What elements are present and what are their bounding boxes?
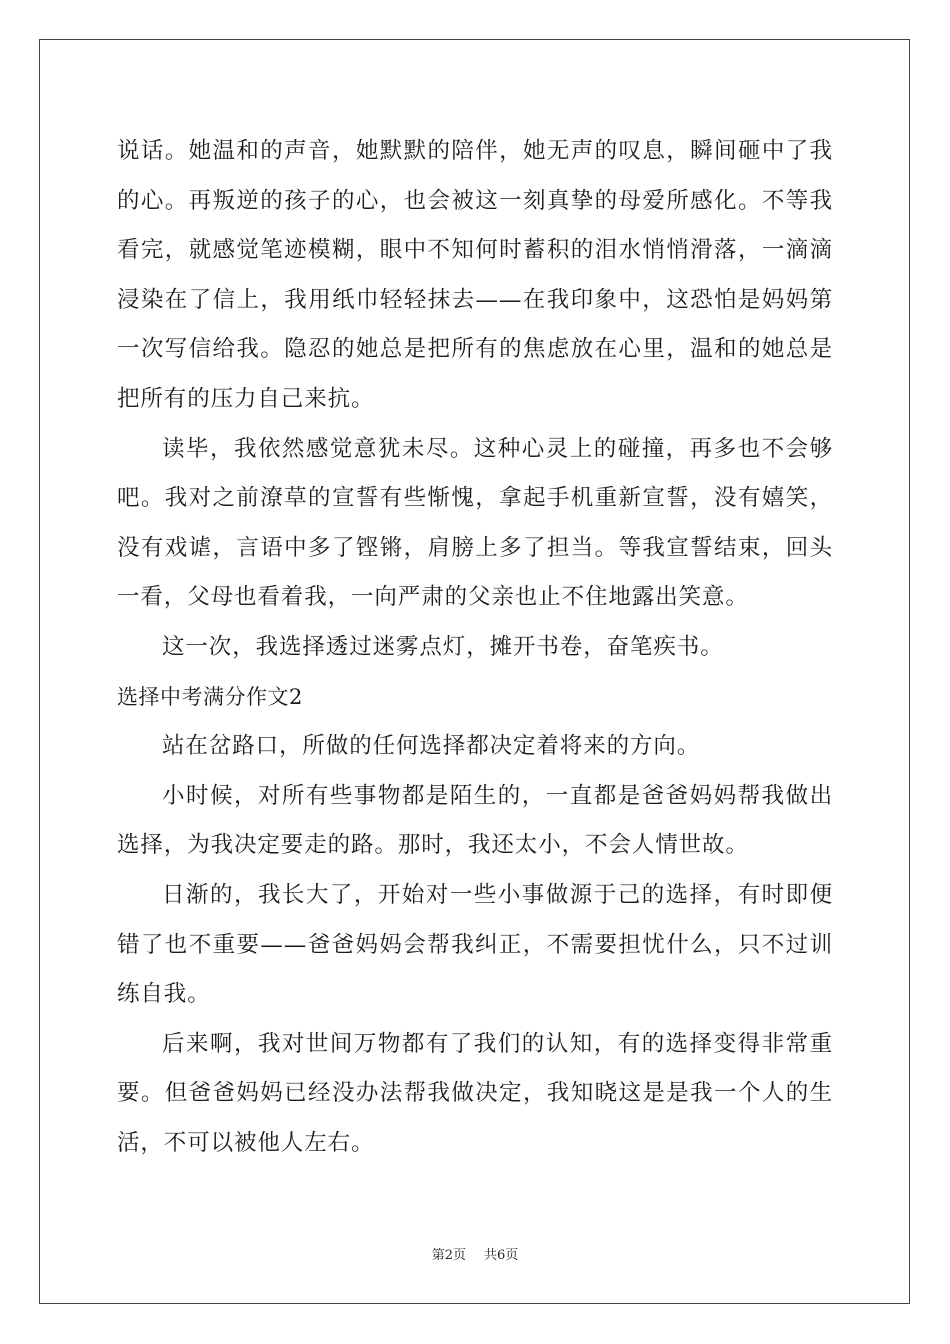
page-total: 共6页 <box>484 1248 519 1263</box>
paragraph-2: 读毕，我依然感觉意犹未尽。这种心灵上的碰撞，再多也不会够吧。我对之前潦草的宣誓有些惭愧，拿起手机重新宣誓，没有嬉笑，没有戏谑，言语中多了铿锵，肩膀上多了担当。等我宣誓结束，回头一看，父母也看着我，一向严肃的父亲也止不住地露出笑意。 <box>117 435 833 611</box>
paragraph-5: 小时候，对所有些事物都是陌生的，一直都是爸爸妈妈帮我做出选择，为我决定要走的路。那时，我还太小，不会人情世故。 <box>117 782 833 859</box>
paragraph-3: 这一次，我选择透过迷雾点灯，摊开书卷，奋笔疾书。 <box>162 633 724 660</box>
document-body <box>117 127 833 1168</box>
page-footer <box>0 1244 950 1263</box>
page-number: 第2页 <box>431 1248 466 1263</box>
section-heading: 选择中考满分作文2 <box>117 684 303 709</box>
paragraph-6: 日渐的，我长大了，开始对一些小事做源于己的选择，有时即便错了也不重要——爸爸妈妈会帮我纠正，不需要担忧什么，只不过训练自我。 <box>117 881 833 1008</box>
paragraph-7: 后来啊，我对世间万物都有了我们的认知，有的选择变得非常重要。但爸爸妈妈已经没办法帮我做决定，我知晓这是是我一个人的生活，不可以被他人左右。 <box>117 1030 833 1156</box>
paragraph-1: 说话。她温和的声音，她默默的陪伴，她无声的叹息，瞬间砸中了我的心。再叛逆的孩子的心，也会被这一刻真挚的母爱所感化。不等我看完，就感觉笔迹模糊，眼中不知何时蓄积的泪水悄悄滑落，一滴滴浸染在了信上，我用纸巾轻轻抹去——在我印象中，这恐怕是妈妈第一次写信给我。隐忍的她总是把所有的焦虑放在心里，温和的她总是把所有的压力自己来抗。 <box>117 138 833 412</box>
paragraph-4: 站在岔路口，所做的任何选择都决定着将来的方向。 <box>162 733 701 760</box>
